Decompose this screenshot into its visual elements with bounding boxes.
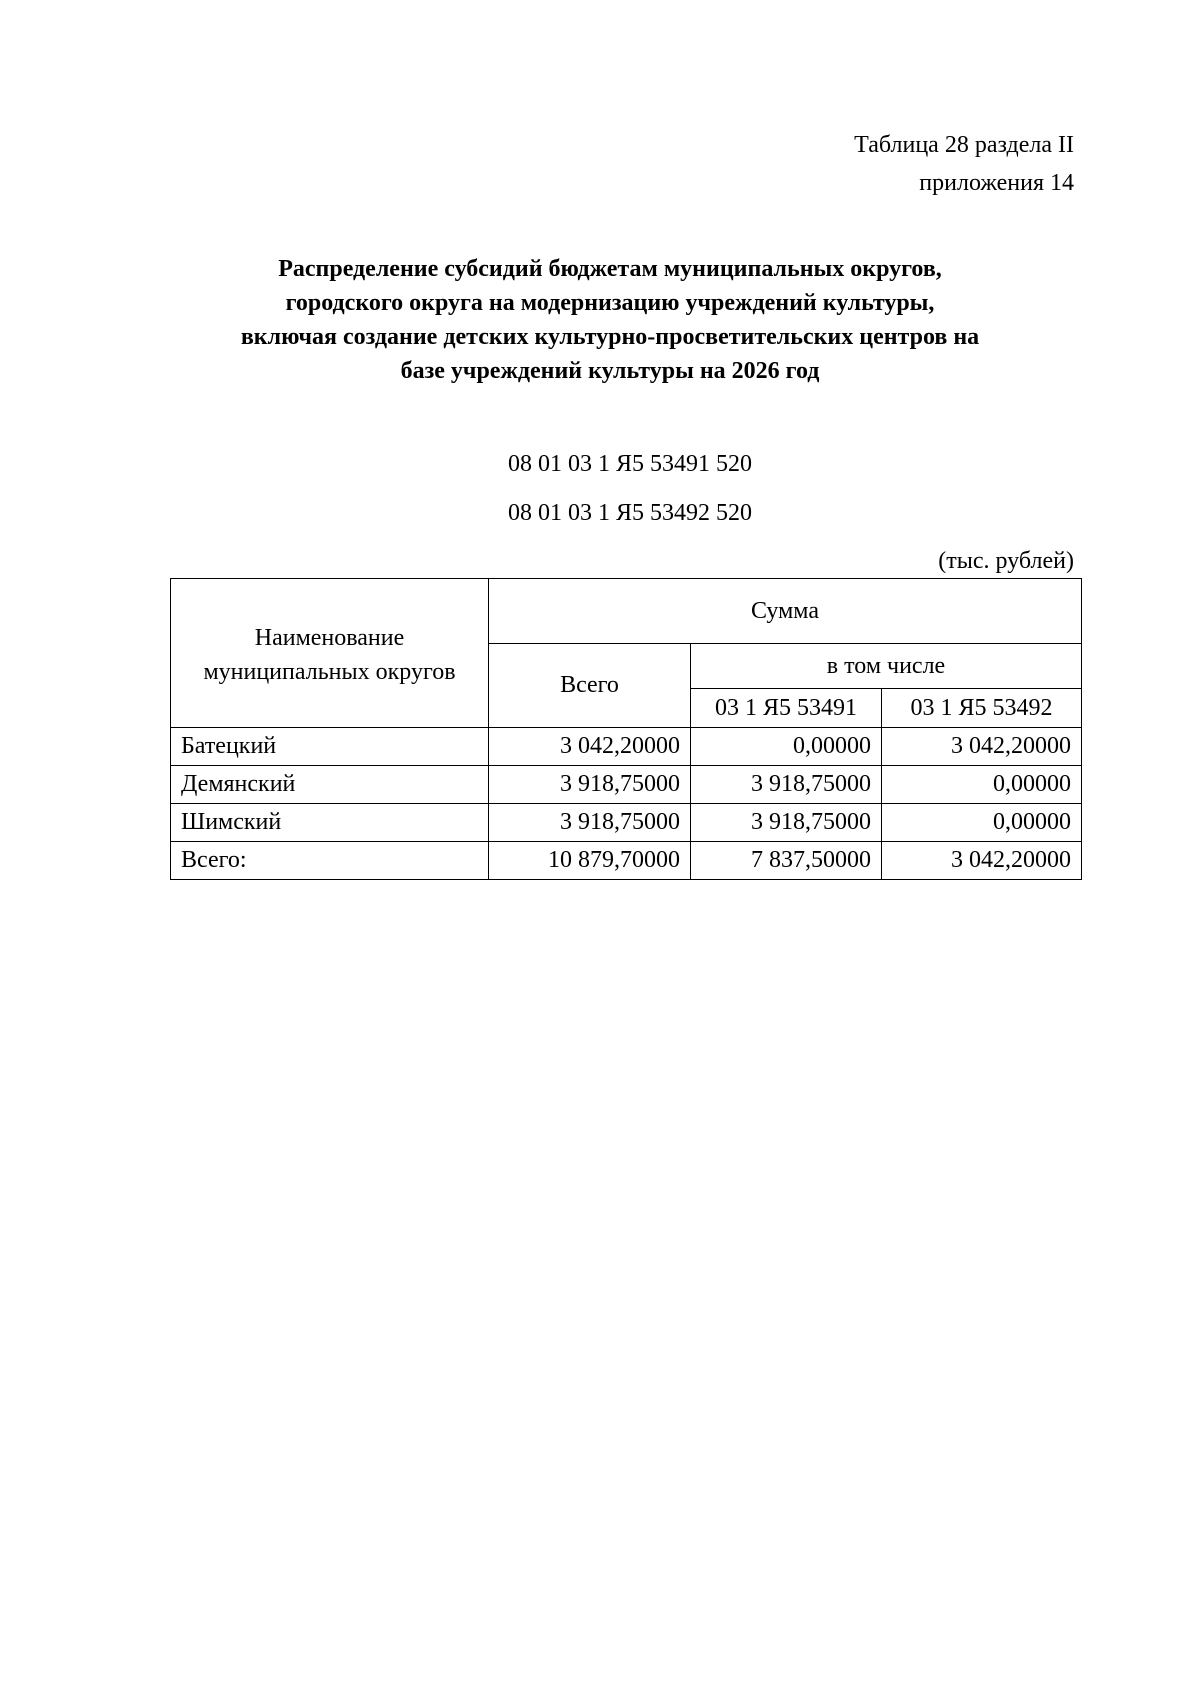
totals-row xyxy=(171,842,1082,880)
row-total: 3 042,20000 xyxy=(489,728,691,766)
subsidy-table xyxy=(170,578,1082,880)
title-line-1: Распределение субсидий бюджетам муниципальных округов, xyxy=(278,256,942,282)
header-total: Всего xyxy=(489,644,691,728)
budget-code-1: 08 01 03 1 Я5 53491 520 xyxy=(507,451,752,477)
row-name: Шимский xyxy=(171,804,489,842)
row-code-53491: 0,00000 xyxy=(691,728,882,766)
header-sum: Сумма xyxy=(489,579,1082,644)
header-including: в том числе xyxy=(691,644,1082,689)
totals-label: Всего: xyxy=(171,842,489,880)
totals-code-53492: 3 042,20000 xyxy=(882,842,1082,880)
table-row xyxy=(171,728,1082,766)
table-reference xyxy=(854,126,1074,202)
header-municipality-name: Наименование муниципальных округов xyxy=(171,579,489,728)
row-total: 3 918,75000 xyxy=(489,804,691,842)
row-total: 3 918,75000 xyxy=(489,766,691,804)
budget-code-2: 08 01 03 1 Я5 53492 520 xyxy=(507,500,752,526)
row-name: Демянский xyxy=(171,766,489,804)
row-code-53492: 0,00000 xyxy=(882,766,1082,804)
row-code-53492: 3 042,20000 xyxy=(882,728,1082,766)
row-code-53491: 3 918,75000 xyxy=(691,766,882,804)
title-line-3: включая создание детских культурно-просветительских центров на xyxy=(240,324,980,350)
title-line-4: базе учреждений культуры на 2026 год xyxy=(400,358,820,384)
document-title xyxy=(150,252,1070,388)
row-name: Батецкий xyxy=(171,728,489,766)
row-code-53491: 3 918,75000 xyxy=(691,804,882,842)
header-code-53491: 03 1 Я5 53491 xyxy=(691,689,882,728)
table-row xyxy=(171,766,1082,804)
table-row xyxy=(171,804,1082,842)
reference-line-table: Таблица 28 раздела II xyxy=(854,132,1074,158)
header-code-53492: 03 1 Я5 53492 xyxy=(882,689,1082,728)
row-code-53492: 0,00000 xyxy=(882,804,1082,842)
units-label: (тыс. рублей) xyxy=(938,548,1074,574)
reference-line-appendix: приложения 14 xyxy=(919,170,1074,196)
totals-code-53491: 7 837,50000 xyxy=(691,842,882,880)
totals-total: 10 879,70000 xyxy=(489,842,691,880)
title-line-2: городского округа на модернизацию учреждений культуры, xyxy=(285,290,935,316)
